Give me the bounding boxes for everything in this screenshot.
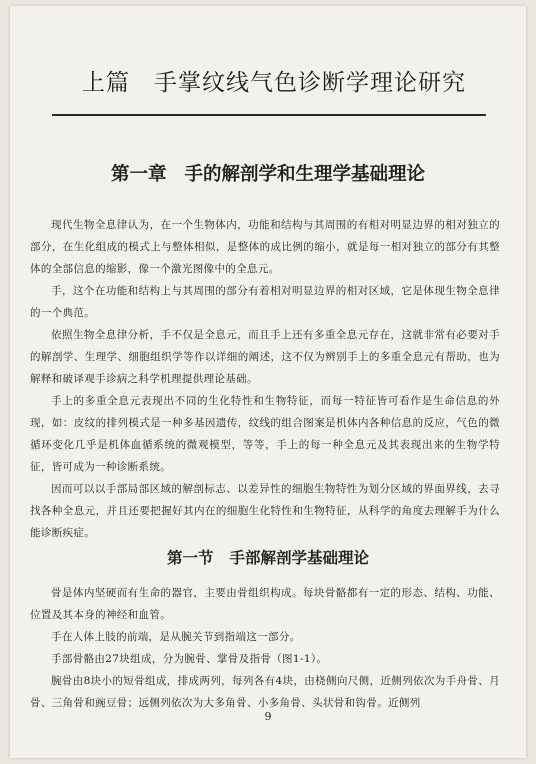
section-title-text: 手部解剖学基础理论 xyxy=(229,548,370,567)
title-rule xyxy=(52,114,486,116)
chapter-body xyxy=(30,214,500,544)
section-label: 第一节 xyxy=(166,548,214,567)
section-body xyxy=(30,582,500,714)
part-label: 上篇 xyxy=(82,70,130,96)
section-title xyxy=(10,546,526,568)
chapter-title-text: 手的解剖学和生理学基础理论 xyxy=(184,164,426,185)
paragraph: 因而可以以手部局部区域的解剖标志、以差异性的细胞生物特性为划分区域的界面界线，去寻找各种全息元，并且还要把握好其内在的细胞生化特性和生物特征，从科学的角度去理解手为什么能诊断疾症。 xyxy=(30,483,500,539)
paragraph: 骨是体内坚硬而有生命的器官，主要由骨组织构成。每块骨骼都有一定的形态、结构、功能、位置及其本身的神经和血管。 xyxy=(30,587,500,621)
paragraph: 手，这个在功能和结构上与其周围的部分有着相对明显边界的相对区域，它是体现生物全息律的一个典范。 xyxy=(30,285,500,319)
paragraph: 依照生物全息律分析，手不仅是全息元，而且手上还有多重全息元存在，这就非常有必要对手的解剖学、生理学、细胞组织学等作以详细的阐述，这不仅为辨别手上的多重全息元有帮助，也为解释和破译观手诊病之科学机理提供理论基础。 xyxy=(30,329,500,385)
paragraph: 手在人体上肢的前端，是从腕关节到指端这一部分。 xyxy=(51,631,301,643)
part-title xyxy=(38,64,510,97)
part-title-text: 手掌纹线气色诊断学理论研究 xyxy=(154,70,466,96)
paragraph: 手部骨骼由27块组成，分为腕骨、掌骨及指骨（图1-1）。 xyxy=(51,653,328,665)
paragraph: 腕骨由8块小的短骨组成，排成两列，每列各有4块，由桡侧向尺侧，近侧列依次为手舟骨、月骨、三角骨和豌豆骨；远侧列依次为大多角骨、小多角骨、头状骨和钩骨。近侧列 xyxy=(30,675,500,709)
page-number: 9 xyxy=(264,710,272,723)
chapter-title xyxy=(10,160,526,186)
paragraph: 现代生物全息律认为，在一个生物体内，功能和结构与其周围的有相对明显边界的相对独立的部分，在生化组成的模式上与整体相似，是整体的成比例的缩小，就是每一相对独立的部分有其整体的全部信息的缩影，像一个激光图像中的全息元。 xyxy=(30,219,500,275)
book-page xyxy=(10,6,526,758)
paragraph: 手上的多重全息元表现出不同的生化特性和生物特征，而每一特征皆可看作是生命信息的外现，如：皮纹的排列模式是一种多基因遗传，纹线的组合图案是机体内各种信息的反应，气色的微循环变化几乎是机体血循系统的微观模型，等等，手上的每一种全息元及其表现出来的生物学特征，皆可成为一种诊断系统。 xyxy=(30,395,500,473)
chapter-label: 第一章 xyxy=(110,164,167,185)
